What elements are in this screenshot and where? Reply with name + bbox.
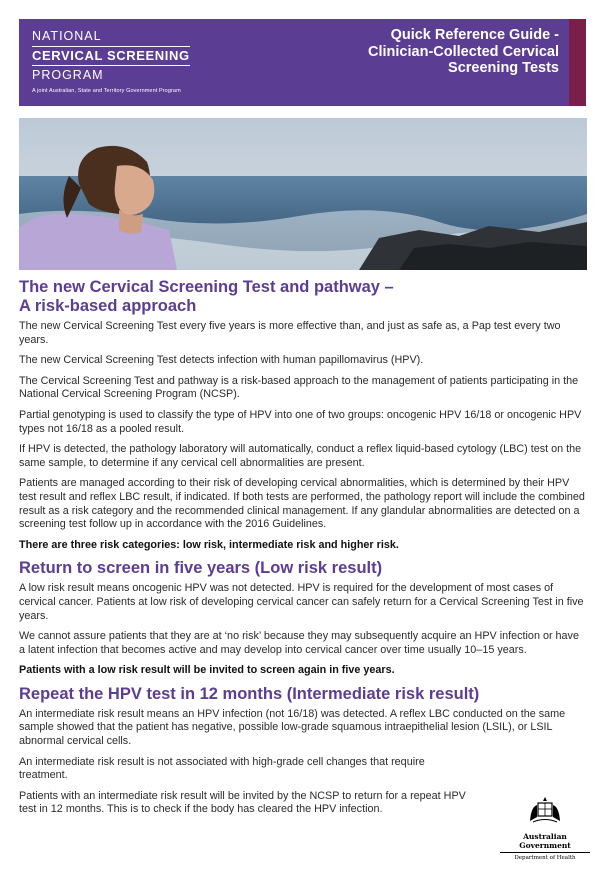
key-statement: Patients with a low risk result will be invited to screen again in five years. — [19, 664, 395, 677]
header-accent-bar — [569, 19, 586, 106]
paragraph: A low risk result means oncogenic HPV was not detected. HPV is required for the development of most cases of cervical cancer. Patients at low risk of developing cervical cancer can safely return for a Cervical Screening Test in five years. — [19, 582, 584, 622]
gov-name: Australian Government — [519, 832, 571, 850]
section-heading: Return to screen in five years (Low risk result) — [19, 559, 383, 578]
logo-line3: PROGRAM — [32, 68, 104, 82]
title-line1: Quick Reference Guide - — [390, 27, 559, 43]
heading-line1: The new Cervical Screening Test and pathway – — [19, 278, 394, 296]
paragraph: An intermediate risk result means an HPV infection (not 16/18) was detected. A reflex LBC conducted on the same sample showed that the patient has negative, possible low-grade squamous intraepithelial lesion (LSIL), or LSIL abnormal cervical cells. — [19, 707, 566, 748]
guide-title — [368, 27, 559, 77]
paragraph: An intermediate risk result is not associated with high-grade cell changes that require treatment. — [19, 755, 425, 782]
hero-photo-illustration — [19, 118, 587, 270]
ncsp-logo — [32, 29, 190, 94]
section-heading: Repeat the HPV test in 12 months (Intermediate risk result) — [19, 684, 480, 703]
paragraph: The Cervical Screening Test and pathway is a risk-based approach to the management of patients participating in the National Cervical Screening Program (NCSP). — [19, 374, 579, 401]
title-line2: Clinician-Collected Cervical — [368, 43, 559, 60]
hero-photo — [19, 118, 587, 270]
australian-government-logo — [500, 795, 590, 861]
logo-line1: NATIONAL — [32, 29, 102, 43]
title-line3: Screening Tests — [448, 60, 559, 76]
paragraph: Patients are managed according to their risk of developing cervical abnormalities, which is determined by their HPV test result and reflex LBC result, if indicated. If both tests are performed, the pathology report will include the combined result as a risk category and the recommended clinical management. If any glandular abnormalities are detected on a screening test follow up in accordance with the 2016 Guidelines. — [19, 477, 585, 531]
coat-of-arms-icon — [527, 795, 563, 825]
logo-subtitle: A joint Australian, State and Territory Government Program — [32, 88, 181, 94]
paragraph: Patients with an intermediate risk result will be invited by the NCSP to return for a repeat HPV test in 12 months. This is to check if the body has cleared the HPV infection. — [19, 789, 466, 816]
key-statement: There are three risk categories: low risk, intermediate risk and higher risk. — [19, 538, 399, 551]
paragraph: If HPV is detected, the pathology laboratory will automatically, conduct a reflex liquid-based cytology (LBC) test on the same sample, to determine if any cervical cell abnormalities are present. — [19, 443, 582, 469]
header-banner — [19, 19, 569, 106]
section-risk-based-approach — [19, 278, 587, 552]
paragraph: Partial genotyping is used to classify the type of HPV into one of two groups: oncogenic HPV 16/18 or oncogenic HPV types not 16/18 as a pooled result. — [19, 408, 582, 435]
logo-line2: CERVICAL SCREENING — [32, 46, 190, 66]
section-heading — [19, 278, 587, 316]
section-low-risk — [19, 559, 587, 678]
paragraph: The new Cervical Screening Test detects infection with human papillomavirus (HPV). — [19, 354, 424, 367]
main-content — [19, 276, 587, 824]
gov-dept: Department of Health — [500, 852, 590, 861]
paragraph: The new Cervical Screening Test every five years is more effective than, and just as safe as, a Pap test every two years. — [19, 320, 561, 346]
heading-line2: A risk-based approach — [19, 297, 197, 315]
paragraph: We cannot assure patients that they are at ‘no risk’ because they may subsequently acquire an HPV infection or have a latent infection that becomes active and may develop into cervical cancer over time usually 10–15 years. — [19, 630, 579, 656]
